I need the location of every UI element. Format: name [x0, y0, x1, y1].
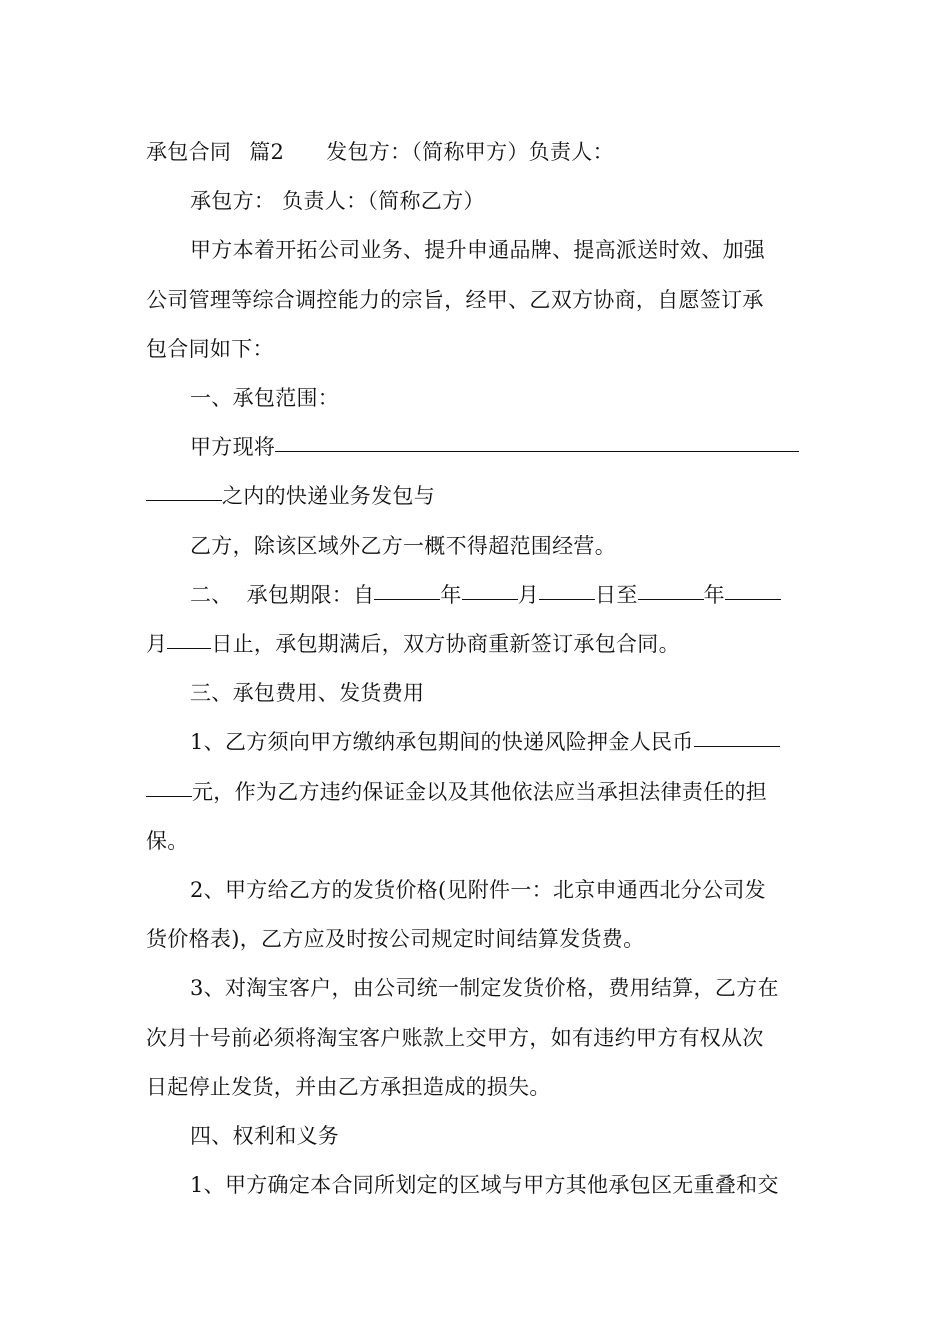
blank-deposit-amount-cont	[146, 795, 192, 797]
intro-line-3: 包合同如下：	[146, 336, 274, 361]
section-3-item-1-line-b	[146, 768, 810, 817]
section-3-title: 三、承包费用、发货费用	[190, 681, 425, 706]
section-2-label: 二、	[190, 582, 233, 607]
label-year: 年	[440, 582, 462, 607]
blank-start-year	[374, 598, 440, 600]
section-1-line-a	[146, 423, 810, 472]
intro-line-1: 甲方本着开拓公司业务、提升申通品牌、提高派送时效、加强	[190, 238, 766, 263]
heading-line	[146, 128, 810, 177]
blank-end-year	[638, 598, 704, 600]
label-year-2: 年	[703, 582, 725, 607]
blank-start-day	[539, 598, 595, 600]
section-3-item-1-line-c: 保。	[146, 828, 189, 853]
section-3-item-1-text-b: 元，作为乙方违约保证金以及其他依法应当承担法律责任的担	[192, 779, 768, 804]
blank-end-day	[167, 647, 211, 649]
chapter-label: 篇2	[249, 140, 285, 164]
section-3-item-3-line-a: 3、对淘宝客户，由公司统一制定发货价格，费用结算，乙方在	[190, 976, 779, 1001]
section-3-item-2-line-b: 货价格表)，乙方应及时按公司规定时间结算发货费。	[146, 927, 645, 952]
section-3-item-1-text-a: 1、乙方须向甲方缴纳承包期间的快递风险押金人民币	[190, 730, 694, 755]
blank-end-month	[725, 598, 781, 600]
blank-deposit-amount	[694, 745, 780, 747]
fill-blank-area	[275, 450, 799, 452]
section-1-line-b	[146, 472, 810, 521]
section-4-item-1-line-a: 1、甲方确定本合同所划定的区域与甲方其他承包区无重叠和交	[190, 1173, 779, 1198]
section-2-end: 日止，承包期满后，双方协商重新签订承包合同。	[211, 632, 680, 657]
section-3-item-1-line-a	[146, 718, 810, 767]
section-2-line-1	[146, 571, 810, 620]
section-1-line-c: 乙方，除该区域外乙方一概不得超范围经营。	[190, 533, 616, 558]
label-month: 月	[517, 582, 540, 607]
party-b-line: 承包方： 负责人：（简称乙方）	[190, 189, 485, 214]
label-month-2: 月	[146, 632, 168, 657]
intro-line-2: 公司管理等综合调控能力的宗旨，经甲、乙双方协商，自愿签订承	[146, 287, 764, 312]
section-1-title: 一、承包范围：	[190, 386, 340, 411]
label-day-to: 日至	[595, 582, 638, 607]
fill-blank-area-cont	[146, 499, 222, 501]
section-1-text-b: 之内的快递业务发包与	[222, 484, 435, 509]
section-2-term: 承包期限：自	[246, 582, 375, 607]
section-3-item-2-line-a: 2、甲方给乙方的发货价格(见附件一：北京申通西北分公司发	[190, 878, 766, 903]
blank-start-month	[462, 598, 518, 600]
party-a-line: 发包方：（简称甲方）负责人：	[326, 140, 614, 164]
section-4-title: 四、权利和义务	[190, 1124, 340, 1149]
section-3-item-3-line-c: 日起停止发货，并由乙方承担造成的损失。	[146, 1074, 551, 1099]
section-2-line-2	[146, 620, 810, 669]
contract-title: 承包合同	[146, 140, 232, 164]
section-3-item-3-line-b: 次月十号前必须将淘宝客户账款上交甲方，如有违约甲方有权从次	[146, 1025, 764, 1050]
document-body	[146, 128, 810, 1210]
section-1-text-a: 甲方现将	[190, 435, 276, 460]
